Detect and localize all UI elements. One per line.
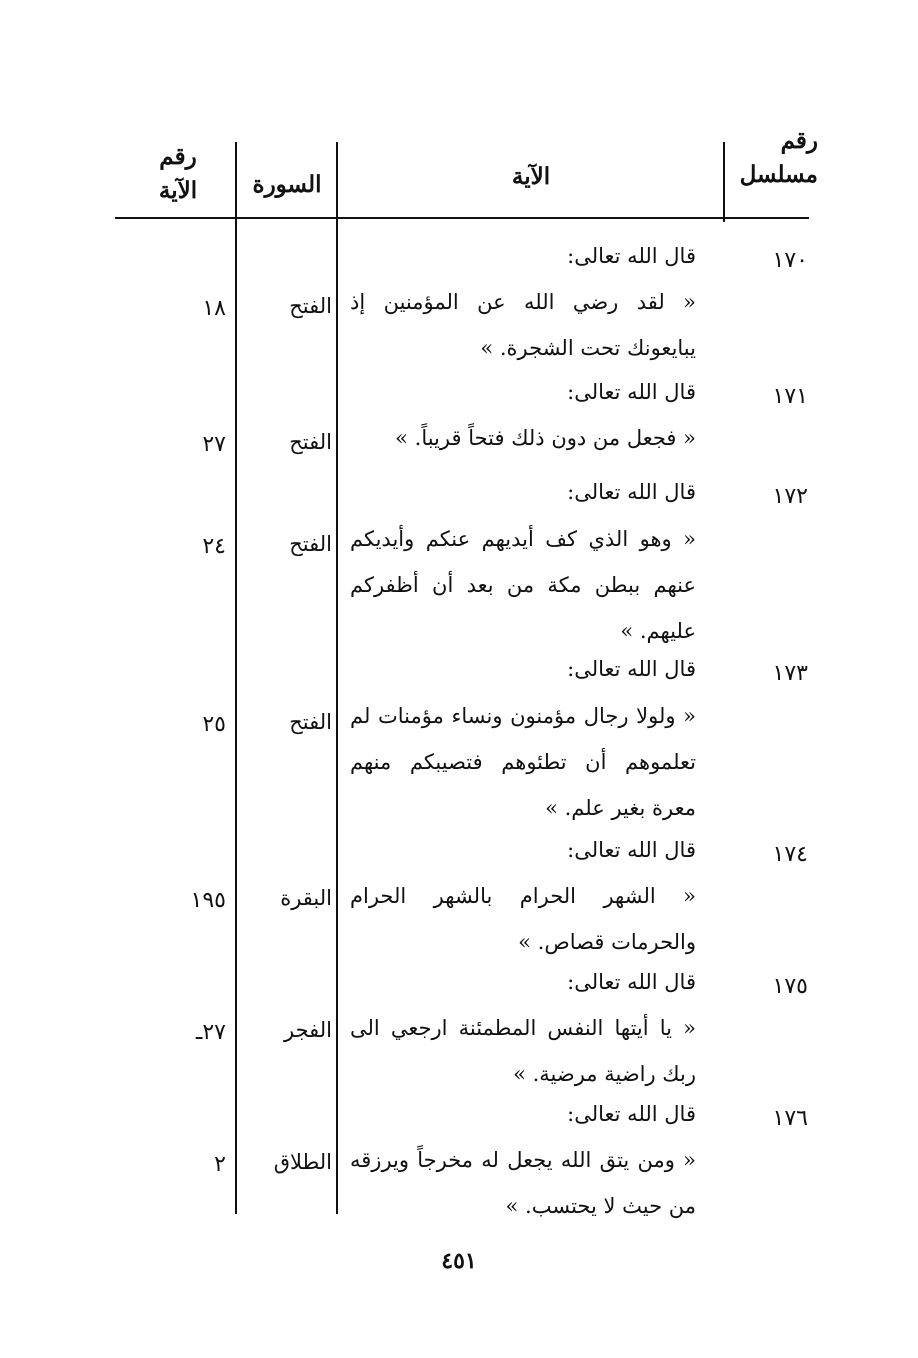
ayah-number: ١٩٥ <box>190 888 226 913</box>
ayah-number: ٢٧ <box>202 432 226 457</box>
verse-text: « ولولا رجال مؤمنون ونساء مؤمنات لم تعلموهم أن تطئوهم فتصيبكم منهم معرة بغير علم. » <box>350 704 696 820</box>
column-divider-verse <box>336 142 338 1214</box>
ayah-number: ٢٧ـ <box>195 1020 226 1045</box>
verse-text: « يا أيتها النفس المطمئنة ارجعي الى ربك راضية مرضية. » <box>350 1016 696 1086</box>
serial-number: ١٧١ <box>772 384 808 409</box>
verse-intro: قال الله تعالى: <box>567 244 696 268</box>
verse-intro: قال الله تعالى: <box>567 838 696 862</box>
surah-name: الفتح <box>289 294 332 318</box>
column-divider-surah <box>235 142 237 1214</box>
surah-name: الطلاق <box>273 1150 332 1174</box>
serial-number: ١٧٢ <box>772 484 808 509</box>
verse-text: « الشهر الحرام بالشهر الحرام والحرمات قصاص. » <box>350 884 696 954</box>
verse-intro: قال الله تعالى: <box>567 480 696 504</box>
ayah-column-header <box>120 140 236 208</box>
verse-intro: قال الله تعالى: <box>567 380 696 404</box>
serial-header-line-2: مسلسل <box>739 161 818 188</box>
verse-intro: قال الله تعالى: <box>567 1102 696 1126</box>
ayah-number: ٢ <box>214 1152 226 1177</box>
serial-number: ١٧٤ <box>772 842 808 867</box>
surah-name: البقرة <box>280 886 332 910</box>
verse-intro: قال الله تعالى: <box>567 970 696 994</box>
serial-number: ١٧٦ <box>772 1106 808 1131</box>
verse-text: « وهو الذي كف أيديهم عنكم وأيديكم عنهم ببطن مكة من بعد أن أظفركم عليهم. » <box>350 527 696 643</box>
verse-text: « فجعل من دون ذلك فتحاً قريباً. » <box>395 426 696 450</box>
verse-column-header: الآية <box>511 163 551 190</box>
surah-column-header: السورة <box>252 171 322 198</box>
surah-name: الفتح <box>289 532 332 556</box>
verse-intro: قال الله تعالى: <box>567 657 696 681</box>
surah-name: الفجر <box>284 1018 332 1042</box>
ayah-header-line-2: الآية <box>158 177 198 204</box>
ayah-number: ٢٥ <box>202 712 226 737</box>
serial-header-line-1: رقم <box>780 127 818 154</box>
surah-name: الفتح <box>289 430 332 454</box>
verse-text: « لقد رضي الله عن المؤمنين إذ يبايعونك تحت الشجرة. » <box>350 290 696 360</box>
serial-number: ١٧٠ <box>772 248 808 273</box>
ayah-number: ٢٤ <box>202 534 226 559</box>
verse-text: « ومن يتق الله يجعل له مخرجاً ويرزقه من حيث لا يحتسب. » <box>350 1148 696 1218</box>
page-number: ٤٥١ <box>441 1248 477 1274</box>
column-divider-serial-header <box>723 142 725 222</box>
surah-name: الفتح <box>289 710 332 734</box>
serial-number: ١٧٣ <box>772 661 808 686</box>
header-rule <box>115 217 809 219</box>
serial-number: ١٧٥ <box>772 974 808 999</box>
ayah-header-line-1: رقم <box>159 143 197 170</box>
ayah-number: ١٨ <box>202 296 226 321</box>
